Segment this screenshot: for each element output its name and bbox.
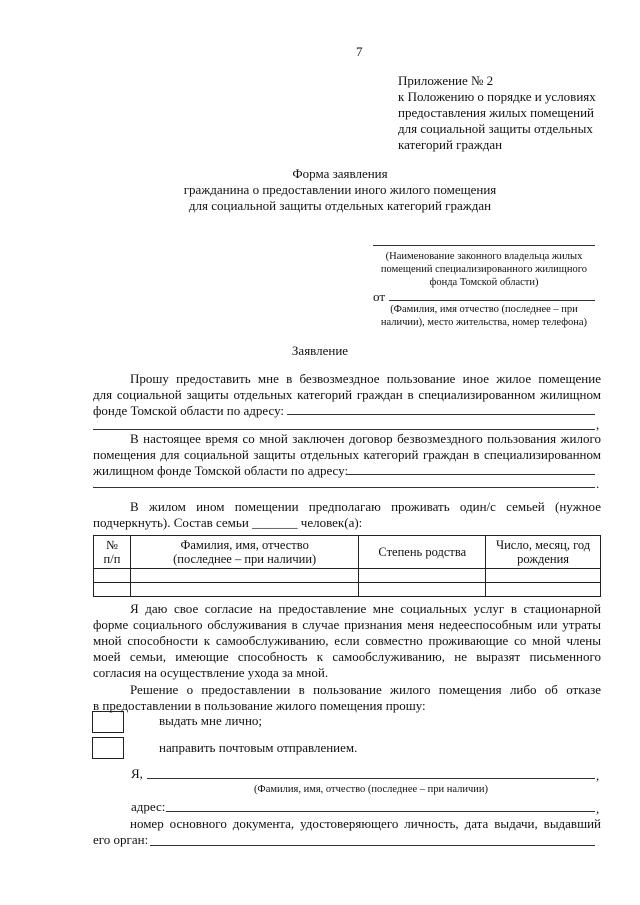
owner-caption-line: помещений специализированного жилищного xyxy=(380,264,588,275)
paragraph-4-line: согласия на осуществление ухода за мной. xyxy=(93,665,329,680)
address-line-1b[interactable] xyxy=(93,429,595,430)
owner-caption-line: фонда Томской области) xyxy=(429,277,539,288)
paragraph-1 xyxy=(93,371,601,419)
address-label: адрес: xyxy=(131,799,166,814)
appendix-line: предоставления жилых помещений xyxy=(398,105,595,120)
paragraph-1-line: Прошу предоставить мне в безвозмездное пользование иное жилое помещение xyxy=(130,371,601,386)
paragraph-4-line: форме социального обслуживания в случае признания меня недееспособным или утраты xyxy=(93,617,601,632)
paragraph-2 xyxy=(93,431,601,479)
applicant-caption-line: (Фамилия, имя отчество (последнее – при xyxy=(390,304,578,315)
owner-caption xyxy=(366,250,602,289)
applicant-caption xyxy=(366,303,602,329)
form-title-line: для социальной защиты отдельных категорий граждан xyxy=(188,198,492,213)
address-line-2[interactable] xyxy=(347,474,595,475)
table-row[interactable] xyxy=(94,583,601,597)
document-issuer-line[interactable] xyxy=(150,845,595,846)
table-cell[interactable] xyxy=(359,569,486,583)
fio-comma: , xyxy=(596,768,600,783)
paragraph-5-line: Решение о предоставлении в пользование жилого помещения либо об отказе xyxy=(130,682,601,697)
page-number: 7 xyxy=(356,44,363,59)
form-title-line: гражданина о предоставлении иного жилого помещения xyxy=(183,182,497,197)
paragraph-3 xyxy=(93,499,601,531)
paragraph-1-line: фонде Томской области по адресу: xyxy=(93,403,285,418)
paragraph-2-line: В настоящее время со мной заключен договор безвозмездного пользования жилого xyxy=(130,431,601,446)
family-table xyxy=(93,535,601,597)
option-checkbox-in-person[interactable] xyxy=(92,711,124,733)
table-cell[interactable] xyxy=(94,583,131,597)
option-checkbox-mail[interactable] xyxy=(92,737,124,759)
table-cell[interactable] xyxy=(486,569,601,583)
table-cell[interactable] xyxy=(486,583,601,597)
paragraph-4-line: Я даю свое согласие на предоставление мне социальных услуг в стационарной xyxy=(130,601,601,616)
appendix-line: к Положению о порядке и условиях xyxy=(398,89,596,104)
paragraph-5 xyxy=(93,682,601,714)
appendix-line: категорий граждан xyxy=(398,137,503,152)
table-header-row xyxy=(94,536,601,569)
statement-heading: Заявление xyxy=(291,343,349,358)
period: . xyxy=(596,476,600,491)
paragraph-4-line: мной способности к самообслуживанию, если совместно проживающие со мной члены xyxy=(93,633,601,648)
header-fio: Фамилия, имя, отчество (последнее – при наличии) xyxy=(130,536,358,569)
i-label: Я, xyxy=(131,766,143,781)
document-paragraph xyxy=(93,816,601,848)
appendix-title: Приложение № 2 xyxy=(398,73,494,88)
appendix-block xyxy=(398,73,608,153)
option-mail-label: направить почтовым отправлением. xyxy=(159,740,358,755)
form-title-line: Форма заявления xyxy=(292,166,388,181)
paragraph-3-line: подчеркнуть). Состав семьи _______ человек(а): xyxy=(93,515,363,530)
comma: , xyxy=(596,417,600,432)
fio-caption: (Фамилия, имя, отчество (последнее – при наличии) xyxy=(253,784,489,795)
table-cell[interactable] xyxy=(130,569,358,583)
document-line: его орган: xyxy=(93,832,149,847)
owner-name-line[interactable] xyxy=(373,245,595,246)
table-cell[interactable] xyxy=(94,569,131,583)
table-row[interactable] xyxy=(94,569,601,583)
table-cell[interactable] xyxy=(359,583,486,597)
fio-line[interactable] xyxy=(147,778,595,779)
paragraph-4-line: моей семьи, имеющие способность к самообслуживанию, не выразят письменного xyxy=(93,649,601,664)
paragraph-4 xyxy=(93,601,601,681)
paragraph-2-line: помещения для социальной защиты отдельных категорий граждан в специализированном xyxy=(93,447,601,462)
from-label: от xyxy=(373,289,386,304)
address-line-1[interactable] xyxy=(287,414,595,415)
appendix-line: для социальной защиты отдельных xyxy=(398,121,593,136)
paragraph-2-line: жилищном фонде Томской области по адресу: xyxy=(93,463,349,478)
header-relation: Степень родства xyxy=(359,536,486,569)
header-birthdate: Число, месяц, год рождения xyxy=(486,536,601,569)
address-line-2b[interactable] xyxy=(93,487,595,488)
document-line: номер основного документа, удостоверяющего личность, дата выдачи, выдавший xyxy=(130,816,601,831)
option-in-person-label: выдать мне лично; xyxy=(159,713,263,728)
owner-caption-line: (Наименование законного владельца жилых xyxy=(385,251,583,262)
address-comma: , xyxy=(596,801,600,816)
address-line[interactable] xyxy=(166,811,595,812)
table-cell[interactable] xyxy=(130,583,358,597)
paragraph-3-line: В жилом ином помещении предполагаю проживать один/с семьей (нужное xyxy=(130,499,601,514)
applicant-line[interactable] xyxy=(389,300,595,301)
form-title xyxy=(140,166,540,214)
paragraph-1-line: для социальной защиты отдельных категорий граждан в специализированном жилищном xyxy=(93,387,601,402)
header-number: № п/п xyxy=(94,536,131,569)
paragraph-5-line: в предоставлении в пользование жилого помещения прошу: xyxy=(93,698,426,713)
applicant-caption-line: наличии), место жительства, номер телефона) xyxy=(380,317,588,328)
